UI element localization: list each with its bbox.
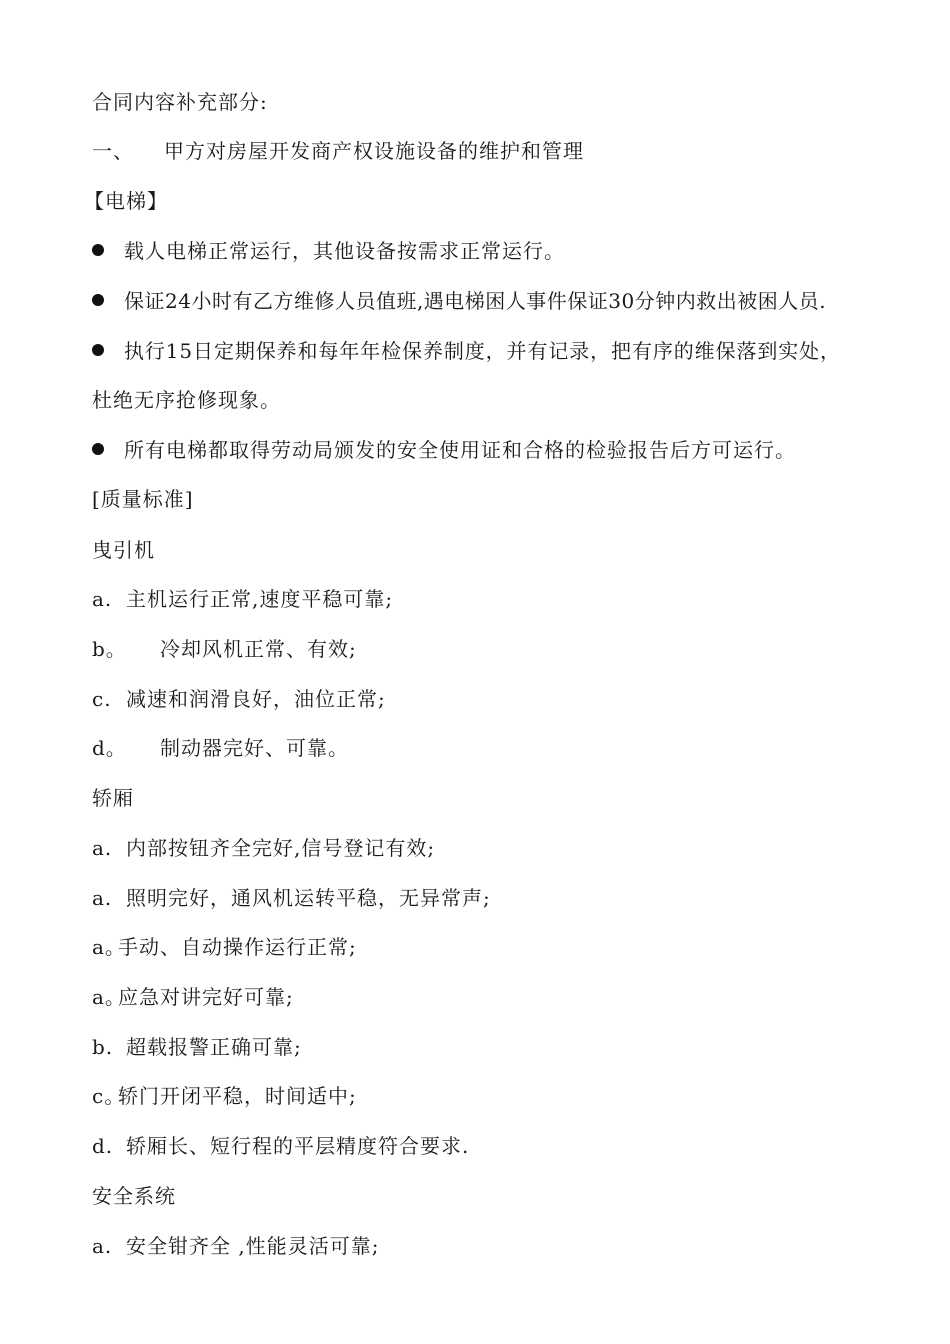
bullet-item <box>92 237 565 265</box>
list-text: 内部按钮齐全完好,信号登记有效; <box>126 836 436 860</box>
list-marker: a。 <box>92 985 126 1009</box>
list-item <box>92 685 386 713</box>
list-marker: b。 <box>92 637 127 661</box>
list-text: 照明完好，通风机运转平稳，无异常声; <box>126 886 491 910</box>
list-marker: a。 <box>92 935 126 959</box>
car-heading <box>92 784 134 812</box>
list-item <box>92 585 393 613</box>
elevator-heading <box>84 187 168 215</box>
bullet-continuation-text: 杜绝无序抢修现象。 <box>92 388 281 412</box>
list-text: 应急对讲完好可靠; <box>118 985 294 1009</box>
bullet-text: 所有电梯都取得劳动局颁发的安全使用证和合格的检验报告后方可运行。 <box>124 438 796 462</box>
list-text: 冷却风机正常、有效; <box>160 637 357 661</box>
list-text: 轿门开闭平稳，时间适中; <box>118 1084 357 1108</box>
bullet-icon <box>92 344 104 356</box>
list-item <box>92 734 349 762</box>
list-item <box>92 834 435 862</box>
list-text: 手动、自动操作运行正常; <box>118 935 357 959</box>
list-text: 制动器完好、可靠。 <box>160 736 349 760</box>
list-item <box>92 983 294 1011</box>
list-item <box>92 1232 379 1260</box>
list-marker: a. <box>92 886 113 910</box>
list-item <box>92 1132 469 1160</box>
list-text: 安全钳齐全 ,性能灵活可靠; <box>126 1234 380 1258</box>
list-marker: d. <box>92 1134 114 1158</box>
list-item <box>92 1033 302 1061</box>
elevator-heading-text: 【电梯】 <box>84 189 168 213</box>
list-item <box>92 635 357 663</box>
bullet-icon <box>92 443 104 455</box>
title-text: 合同内容补充部分: <box>92 90 268 114</box>
car-heading-text: 轿厢 <box>92 786 134 810</box>
section-heading <box>92 137 584 165</box>
bullet-item <box>92 337 841 365</box>
document-title <box>92 88 268 116</box>
list-text: 轿厢长、短行程的平层精度符合要求. <box>126 1134 470 1158</box>
bullet-icon <box>92 294 104 306</box>
list-text: 减速和润滑良好，油位正常; <box>126 687 386 711</box>
safety-heading <box>92 1182 176 1210</box>
list-marker: c。 <box>92 1084 126 1108</box>
bullet-item <box>92 287 826 315</box>
list-text: 主机运行正常,速度平稳可靠; <box>126 587 394 611</box>
section-heading-text: 甲方对房屋开发商产权设施设备的维护和管理 <box>164 139 584 163</box>
bullet-text: 载人电梯正常运行，其他设备按需求正常运行。 <box>124 239 565 263</box>
safety-heading-text: 安全系统 <box>92 1184 176 1208</box>
bullet-continuation <box>92 386 281 414</box>
list-item <box>92 884 491 912</box>
traction-heading <box>92 536 155 564</box>
traction-heading-text: 曳引机 <box>92 538 155 562</box>
list-item <box>92 1082 357 1110</box>
list-marker: c. <box>92 687 112 711</box>
list-text: 超载报警正确可靠; <box>126 1035 302 1059</box>
bullet-text: 执行15日定期保养和每年年检保养制度，并有记录，把有序的维保落到实处， <box>124 339 841 363</box>
list-marker: b. <box>92 1035 114 1059</box>
quality-heading <box>92 485 194 513</box>
list-marker: a. <box>92 587 113 611</box>
quality-heading-text: [质量标准] <box>92 487 194 511</box>
bullet-icon <box>92 244 104 256</box>
list-marker: a. <box>92 1234 113 1258</box>
bullet-text: 保证24小时有乙方维修人员值班,遇电梯困人事件保证30分钟内救出被困人员. <box>124 289 827 313</box>
list-marker: a. <box>92 836 113 860</box>
bullet-item <box>92 436 796 464</box>
list-marker: d。 <box>92 736 127 760</box>
list-item <box>92 933 357 961</box>
section-number: 一、 <box>92 139 134 163</box>
